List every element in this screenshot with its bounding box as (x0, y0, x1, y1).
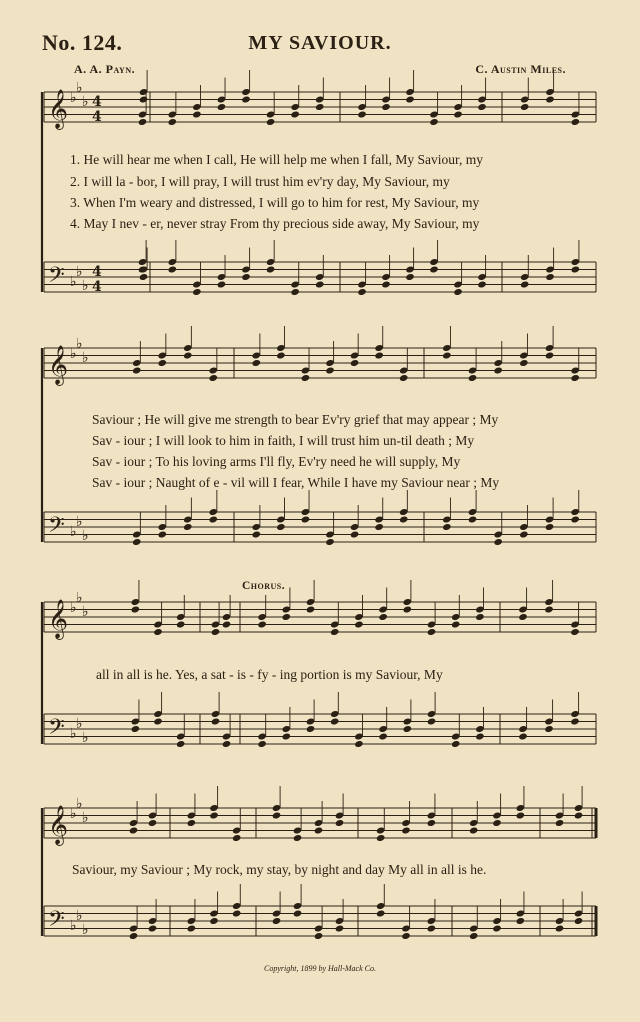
note-head (468, 515, 478, 523)
copyright: Copyright, 1899 by Hall-Mack Co. (264, 964, 376, 973)
flat-icon: ♭ (70, 806, 77, 822)
time-signature-top: 4 (92, 94, 102, 110)
note-head (187, 819, 197, 827)
note-head (132, 366, 142, 374)
note-head (469, 932, 479, 940)
note-head (139, 95, 149, 103)
note-head (208, 374, 218, 382)
chorus-line-1: all in all is he. Yes, a sat - is - fy - ing portion is my Saviour, My (96, 667, 443, 682)
note-head (252, 530, 262, 538)
note-head (405, 95, 415, 103)
flat-icon: ♭ (76, 716, 83, 732)
chorus-label: Chorus. (242, 580, 286, 592)
flat-icon: ♭ (70, 346, 77, 362)
note-head (469, 826, 479, 834)
note-head (138, 265, 148, 273)
note-head (429, 118, 439, 126)
note-head (401, 932, 411, 940)
note-head (129, 826, 139, 834)
note-head (350, 359, 360, 367)
note-head (545, 523, 555, 531)
note-head (442, 523, 452, 531)
time-signature-bottom: 4 (92, 279, 102, 295)
note-head (306, 605, 316, 613)
note-head (276, 351, 286, 359)
note-head (301, 515, 311, 523)
note-head (314, 826, 324, 834)
note-head (176, 740, 186, 748)
time-signature-bottom: 4 (92, 109, 102, 125)
treble-clef-icon: 𝄞 (48, 89, 69, 129)
note-head (306, 725, 316, 733)
note-head (376, 834, 386, 842)
note-head (325, 538, 335, 546)
note-head (209, 811, 219, 819)
note-head (168, 265, 178, 273)
note-head (290, 288, 300, 296)
note-head (468, 374, 478, 382)
note-head (176, 620, 186, 628)
hymn-number: No. 124. (42, 30, 123, 55)
verse-1-line-1: 1. He will hear me when I call, He will help me when I fall, My Saviour, my (70, 152, 483, 167)
note-head (272, 811, 282, 819)
chorus-line-2: Saviour, my Saviour ; My rock, my stay, by night and day My all in all is he. (72, 862, 487, 877)
treble-clef-icon: 𝄞 (48, 805, 69, 845)
flat-icon: ♭ (76, 796, 83, 812)
note-head (401, 826, 411, 834)
note-head (183, 351, 193, 359)
flat-icon: ♭ (82, 350, 89, 366)
note-head (241, 95, 251, 103)
author: A. A. Payn. (74, 62, 136, 76)
note-head (544, 605, 554, 613)
note-head (477, 103, 487, 111)
note-head (403, 605, 413, 613)
flat-icon: ♭ (76, 80, 83, 96)
flat-icon: ♭ (76, 514, 83, 530)
note-head (451, 740, 461, 748)
note-head (282, 613, 292, 621)
verse-4-line-1: 4. May I nev - er, never stray From thy precious side away, My Saviour, my (70, 216, 480, 231)
treble-clef-icon: 𝄞 (48, 345, 69, 385)
verse-3-line-2: Sav - iour ; To his loving arms I'll fly, Ev'ry need he will supply, My (92, 454, 461, 469)
note-head (570, 628, 580, 636)
note-head (520, 280, 530, 288)
note-head (222, 740, 232, 748)
note-head (453, 288, 463, 296)
verse-4-line-2: Sav - iour ; Naught of e - vil will I fear, While I have my Saviour near ; My (92, 475, 500, 490)
note-head (516, 811, 526, 819)
note-head (405, 273, 415, 281)
note-head (350, 530, 360, 538)
note-head (357, 288, 367, 296)
note-head (293, 834, 303, 842)
note-head (129, 932, 139, 940)
note-head (492, 924, 502, 932)
note-head (192, 110, 202, 118)
note-head (217, 280, 227, 288)
note-head (571, 118, 581, 126)
note-head (518, 613, 528, 621)
note-head (475, 613, 485, 621)
note-head (570, 374, 580, 382)
flat-icon: ♭ (70, 726, 77, 742)
note-head (153, 717, 163, 725)
verse-1-line-2: Saviour ; He will give me strength to bear Ev'ry grief that may appear ; My (92, 412, 499, 427)
note-head (399, 515, 409, 523)
flat-icon: ♭ (76, 908, 83, 924)
note-head (266, 118, 276, 126)
note-head (211, 717, 221, 725)
note-head (315, 280, 325, 288)
note-head (314, 932, 324, 940)
note-head (403, 725, 413, 733)
note-head (570, 717, 580, 725)
flat-icon: ♭ (82, 810, 89, 826)
note-head (335, 819, 345, 827)
note-head (293, 909, 303, 917)
verse-2-line-1: 2. I will la - bor, I will pray, I will trust him ev'ry day, My Saviour, my (70, 174, 450, 189)
note-head (252, 359, 262, 367)
note-head (168, 118, 178, 126)
note-head (477, 280, 487, 288)
time-signature-top: 4 (92, 264, 102, 280)
flat-icon: ♭ (82, 278, 89, 294)
note-head (148, 924, 158, 932)
note-head (574, 811, 584, 819)
flat-icon: ♭ (82, 604, 89, 620)
note-head (148, 819, 158, 827)
verse-3-line-1: 3. When I'm weary and distressed, I will go to him for rest, My Saviour, my (70, 195, 480, 210)
note-head (516, 917, 526, 925)
note-head (354, 620, 364, 628)
note-head (378, 732, 388, 740)
note-head (301, 374, 311, 382)
flat-icon: ♭ (70, 90, 77, 106)
note-head (381, 280, 391, 288)
note-head (378, 613, 388, 621)
flat-icon: ♭ (82, 922, 89, 938)
note-head (282, 732, 292, 740)
note-head (276, 523, 286, 531)
flat-icon: ♭ (76, 264, 83, 280)
note-head (209, 917, 219, 925)
flat-icon: ♭ (82, 730, 89, 746)
note-head (545, 273, 555, 281)
note-head (325, 366, 335, 374)
note-head (427, 819, 437, 827)
note-head (138, 118, 148, 126)
flat-icon: ♭ (70, 524, 77, 540)
note-head (192, 288, 202, 296)
note-head (183, 523, 193, 531)
note-head (492, 819, 502, 827)
note-head (374, 351, 384, 359)
note-head (217, 103, 227, 111)
note-head (493, 538, 503, 546)
note-head (257, 620, 267, 628)
note-head (545, 351, 555, 359)
note-head (354, 740, 364, 748)
note-head (290, 110, 300, 118)
note-head (574, 917, 584, 925)
note-head (570, 515, 580, 523)
note-head (330, 628, 340, 636)
note-head (232, 909, 242, 917)
note-head (518, 732, 528, 740)
note-head (374, 523, 384, 531)
note-head (157, 530, 167, 538)
bass-clef-icon: 𝄢 (48, 513, 65, 543)
note-head (544, 725, 554, 733)
note-head (232, 834, 242, 842)
flat-icon: ♭ (70, 600, 77, 616)
bass-clef-icon: 𝄢 (48, 263, 65, 293)
note-head (139, 273, 149, 281)
note-head (427, 924, 437, 932)
note-head (357, 110, 367, 118)
note-head (272, 917, 282, 925)
flat-icon: ♭ (82, 528, 89, 544)
flat-icon: ♭ (76, 336, 83, 352)
note-head (187, 924, 197, 932)
note-head (493, 366, 503, 374)
note-head (222, 620, 232, 628)
note-head (555, 924, 565, 932)
note-head (519, 530, 529, 538)
note-head (429, 265, 439, 273)
note-head (330, 717, 340, 725)
bass-clef-icon: 𝄢 (48, 907, 65, 937)
note-head (451, 620, 461, 628)
note-head (157, 359, 167, 367)
note-head (475, 732, 485, 740)
treble-clef-icon: 𝄞 (48, 599, 69, 639)
note-head (131, 725, 141, 733)
note-head (453, 110, 463, 118)
note-head (257, 740, 267, 748)
note-head (545, 95, 555, 103)
flat-icon: ♭ (76, 590, 83, 606)
note-head (211, 628, 221, 636)
note-head (376, 909, 386, 917)
note-head (427, 628, 437, 636)
bass-clef-icon: 𝄢 (48, 715, 65, 745)
note-head (266, 265, 276, 273)
note-head (208, 515, 218, 523)
note-head (427, 717, 437, 725)
note-head (442, 351, 452, 359)
note-head (519, 359, 529, 367)
note-head (153, 628, 163, 636)
note-head (315, 103, 325, 111)
note-head (520, 103, 530, 111)
verse-2-line-2: Sav - iour ; I will look to him in faith, I will trust him un-til death ; My (92, 433, 475, 448)
flat-icon: ♭ (82, 94, 89, 110)
note-head (399, 374, 409, 382)
note-head (335, 924, 345, 932)
note-head (131, 605, 141, 613)
hymn-title: MY SAVIOUR. (248, 32, 392, 54)
note-head (555, 819, 565, 827)
note-head (571, 265, 581, 273)
note-head (241, 273, 251, 281)
flat-icon: ♭ (70, 918, 77, 934)
note-head (381, 103, 391, 111)
flat-icon: ♭ (70, 274, 77, 290)
note-head (132, 538, 142, 546)
composer: C. Austin Miles. (475, 62, 566, 76)
